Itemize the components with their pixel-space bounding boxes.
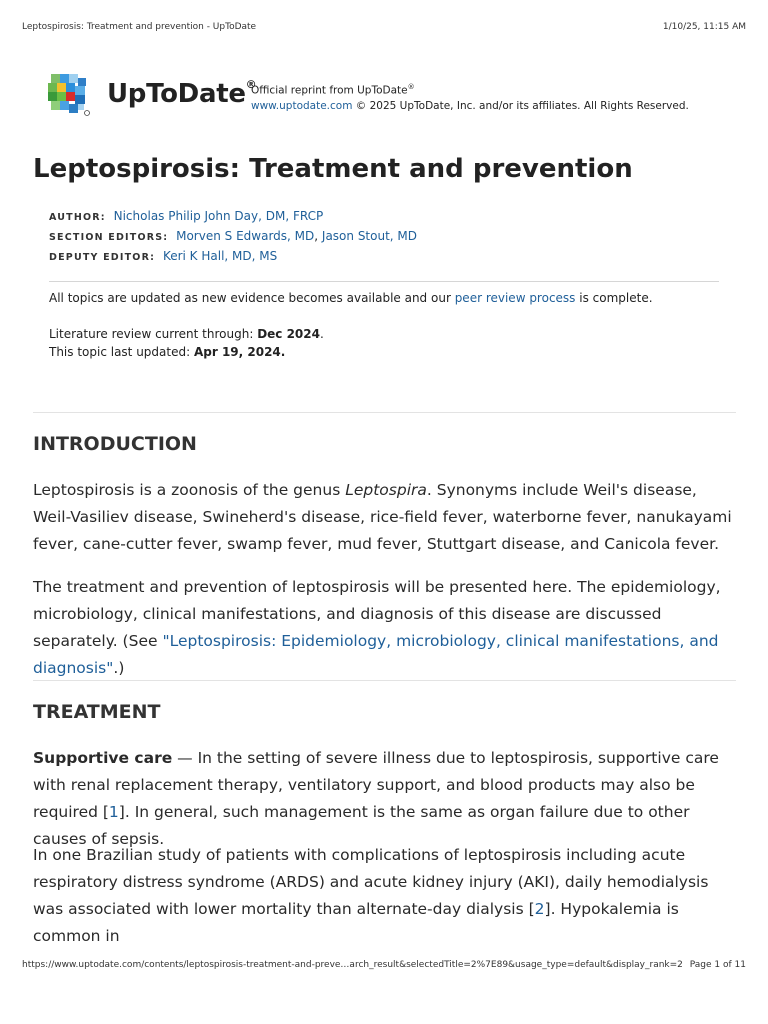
peer-review-link[interactable]: peer review process bbox=[454, 291, 576, 305]
author-label: AUTHOR: bbox=[49, 212, 106, 223]
intro-paragraph-1: Leptospirosis is a zoonosis of the genus Leptospira. Synonyms include Weil's disease, Weil-Vasiliev disease, Swineherd's disease, rice-field fever, waterborne fever, nanukayami fever, cane-cutter fever, swamp fever, mud fever, Stuttgart disease, and Canicola fever. bbox=[33, 481, 732, 553]
print-header bbox=[22, 22, 746, 32]
last-updated-line: This topic last updated: Apr 19, 2024. bbox=[49, 345, 286, 359]
supportive-care-heading: Supportive care bbox=[33, 749, 173, 767]
print-page-title: Leptospirosis: Treatment and prevention - UpToDate bbox=[22, 22, 257, 32]
brand-name: UpToDate® bbox=[107, 78, 257, 109]
epidemiology-topic-link[interactable]: "Leptospirosis: Epidemiology, microbiology, clinical manifestations, and diagnosis" bbox=[33, 632, 719, 677]
introduction-heading: INTRODUCTION bbox=[33, 433, 197, 455]
section-editor-link-1[interactable]: Morven S Edwards, MD bbox=[176, 229, 315, 243]
deputy-editor-label: DEPUTY EDITOR: bbox=[49, 252, 156, 263]
page-number: Page 1 of 11 bbox=[689, 960, 746, 970]
divider bbox=[49, 281, 719, 282]
reference-link-2[interactable]: 2 bbox=[534, 900, 545, 918]
review-dates bbox=[49, 325, 324, 361]
deputy-editor-link[interactable]: Keri K Hall, MD, MS bbox=[162, 249, 278, 263]
uptodate-site-link[interactable]: www.uptodate.com bbox=[251, 99, 353, 112]
update-notice: All topics are updated as new evidence becomes available and our peer review process is complete. bbox=[49, 291, 653, 305]
print-url: https://www.uptodate.com/contents/leptospirosis-treatment-and-preve…arch_result&selectedTitle=2%7E89&usage_type=default&display_rank=2 bbox=[22, 960, 683, 970]
author-row bbox=[49, 207, 417, 227]
treatment-paragraph-1: Supportive care — In the setting of severe illness due to leptospirosis, supportive care with renal replacement therapy, ventilatory support, and blood products may also be required [1]. In general, such management is the same as organ failure due to other causes of sepsis. bbox=[33, 749, 719, 848]
uptodate-brand[interactable] bbox=[47, 72, 256, 116]
page-title: Leptospirosis: Treatment and prevention bbox=[33, 154, 633, 184]
author-metadata bbox=[49, 207, 417, 267]
section-divider bbox=[33, 680, 736, 681]
reprint-notice: Official reprint from UpToDate® www.uptodate.com © 2025 UpToDate, Inc. and/or its affiliates. All Rights Reserved. bbox=[251, 83, 689, 112]
reprint-line: Official reprint from UpToDate bbox=[251, 84, 408, 97]
reference-link-1[interactable]: 1 bbox=[108, 803, 119, 821]
print-datetime: 1/10/25, 11:15 AM bbox=[662, 22, 746, 32]
treatment-paragraph-2: In one Brazilian study of patients with complications of leptospirosis including acute respiratory distress syndrome (ARDS) and acute kidney injury (AKI), daily hemodialysis was associated with lower mortality than alternate-day dialysis [2]. Hypokalemia is common in bbox=[33, 846, 709, 945]
intro-paragraph-2: The treatment and prevention of leptospirosis will be presented here. The epidemiology, microbiology, clinical manifestations, and diagnosis of this disease are discussed separately. (See "Leptospirosis: Epidemiology, microbiology, clinical manifestations, and diagnosis".) bbox=[33, 578, 721, 677]
deputy-editor-row bbox=[49, 247, 417, 267]
literature-review-line: Literature review current through: Dec 2024. bbox=[49, 327, 324, 341]
section-editor-link-2[interactable]: Jason Stout, MD bbox=[321, 229, 418, 243]
section-editors-label: SECTION EDITORS: bbox=[49, 232, 169, 243]
uptodate-logo-icon bbox=[47, 72, 91, 116]
author-link[interactable]: Nicholas Philip John Day, DM, FRCP bbox=[113, 209, 324, 223]
copyright-text: © 2025 UpToDate, Inc. and/or its affiliates. All Rights Reserved. bbox=[352, 99, 689, 112]
print-footer bbox=[22, 960, 746, 970]
section-editors-row: SECTION EDITORS: Morven S Edwards, MD, Jason Stout, MD bbox=[49, 229, 418, 243]
section-divider bbox=[33, 412, 736, 413]
treatment-heading: TREATMENT bbox=[33, 701, 161, 723]
